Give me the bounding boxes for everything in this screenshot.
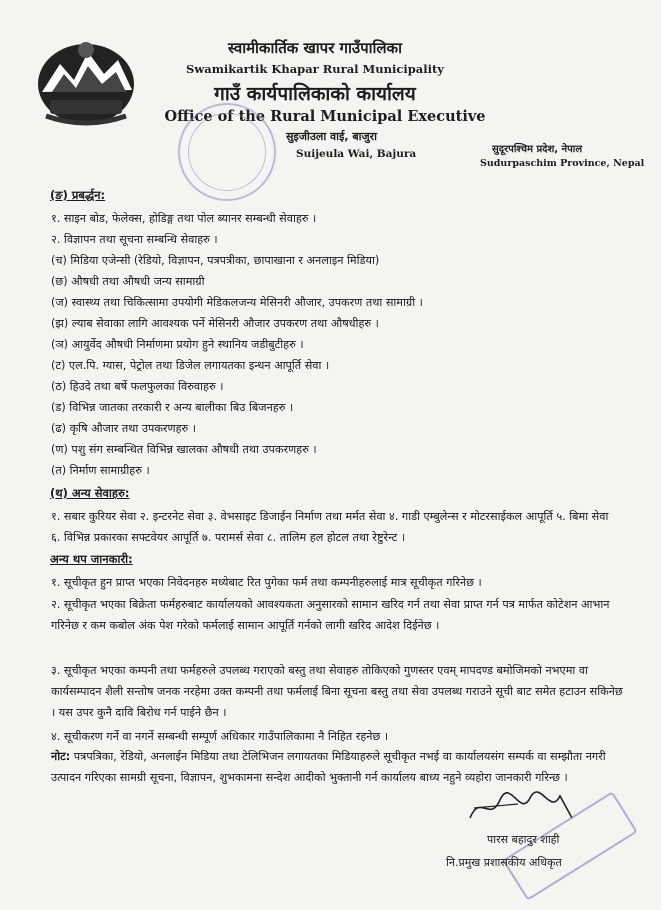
section-promotion-heading: (ङ) प्रबर्द्धन: (50, 188, 106, 202)
address-np: सुइजीउला वाई, बाजुरा (286, 130, 378, 143)
office-name-np: गाउँ कार्यपालिकाको कार्यालय (214, 83, 416, 105)
list-item: (ज) स्वास्थ्य तथा चिकित्सामा उपयोगी मेडिकलजन्य मेसिनरी औजार, उपकरण तथा सामाग्री । (51, 296, 423, 309)
list-item: (झ) ल्याब सेवाका लागि आवश्यक पर्ने मेसिनरी औजार उपकरण तथा औषधीहरु । (51, 317, 379, 330)
nepal-emblem-logo (30, 30, 142, 130)
info-item: २. सूचीकृत भएका बिक्रेता फर्महरुबाट कार्यालयको आवश्यकता अनुसारको सामान खरिद गर्न तथा सेवा प्राप्त गर्न पत्र मार्फत कोटेशन आभान गरिनेछ र कम कबोल अंक पेश गरेको फर्मलाई सामान आपूर्ति गर्नको लागी खरिद आदेश दिईनेछ । (51, 598, 610, 632)
other-services-text: १. सबार कुरियर सेवा २. इन्टरनेट सेवा ३. वेभसाइट डिजाईन निर्माण तथा मर्मत सेवा ४. गाडी एम्बुलेन्स र मोटरसाईकल आपूर्ति ५. बिमा सेवा ६. विभिन्न प्रकारका सफ्टवेयर आपूर्ति ७. परामर्स सेवा ८. तालिम हल होटल तथा रेष्टुरेन्ट । (51, 510, 609, 544)
note-label: नोट: (51, 750, 71, 763)
list-item: (ण) पशु संग सम्बन्धित विभिन्न खालका औषधी तथा उपकरणहरु । (51, 443, 317, 456)
province-en: Sudurpaschim Province, Nepal (480, 158, 645, 169)
note-paragraph (51, 746, 626, 788)
note-text: पत्रपत्रिका, रेडियो, अनलाईन मिडिया तथा टेलिभिजन लगायतका मिडियाहरुले सूचीकृत नभई वा कार्यालयसंग सम्पर्क वा सम्झौता नगरी उत्पादन गरिएका सामग्री सूचना, विज्ञापन, शुभकामना सन्देश आदीको भुक्तानी गर्न कार्यालय बाध्य नहुने व्यहोरा जानकारी गरिन्छ । (51, 750, 606, 784)
list-item: (छ) औषधी तथा औषधी जन्य सामाग्री (51, 275, 205, 288)
list-item: (ञ) आयुर्वेद औषधी निर्माणमा प्रयोग हुने स्थानिय जडीबुटीहरु । (51, 338, 304, 351)
info-item: ३. सूचीकृत भएका कम्पनी तथा फर्महरुले उपलब्ध गराएको बस्तु तथा सेवाहरु तोकिएको गुणस्तर एवम् मापदण्ड बमोजिमको नभएमा वा कार्यसम्पादन शैली सन्तोष जनक नरहेमा उक्त कम्पनी तथा फर्मलाई बिना सूचना बस्तु तथा सेवा उपलब्ध गराउने सूची बाट समेत हटाउन सकिनेछ । यस उपर कुनै दावि बिरोध गर्न पाईने छैन । (51, 664, 623, 719)
list-item: (ढ) कृषि औजार तथा उपकरणहरु । (51, 422, 197, 435)
list-item: (ट) एल.पि. ग्यास, पेट्रोल तथा डिजेल लगायतका इन्धन आपूर्ति सेवा । (51, 359, 330, 372)
info-item: १. सूचीकृत हुन प्राप्त भएका निवेदनहरु मध्येबाट रित पुगेका फर्म तथा कम्पनीहरुलाई मात्र सूचीकृत गरिनेछ । (51, 576, 482, 589)
list-item: २. विज्ञापन तथा सूचना सम्बन्धि सेवाहरु । (51, 233, 218, 246)
section-other-services-heading: (थ) अन्य सेवाहरु: (50, 486, 130, 500)
list-item: (त) निर्माण सामाग्रीहरु । (51, 464, 150, 477)
list-item: (च) मिडिया एजेन्सी (रेडियो, विज्ञापन, पत्रपत्रीका, छापाखाना र अनलाइन मिडिया) (51, 254, 380, 267)
list-item: (ड) विभिन्न जातका तरकारी र अन्य बालीका बिउ बिजनहरु । (51, 401, 294, 414)
office-name-en: Office of the Rural Municipal Executive (164, 108, 486, 125)
office-stamp (178, 103, 276, 201)
address-en: Suijeula Wai, Bajura (296, 148, 417, 160)
list-item: १. साइन बोड, फेलेक्स, होडिङ्ग तथा पोल ब्यानर सम्बन्धी सेवाहरु । (51, 212, 317, 225)
list-item: (ठ) हिउदे तथा बर्षे फलफुलका विरुवाहरु । (51, 380, 224, 393)
other-info-heading: अन्य थप जानकारी: (50, 552, 133, 566)
municipality-name-en: Swamikartik Khapar Rural Municipality (186, 62, 444, 76)
signatory-name: पारस बहादुर शाही (487, 833, 560, 846)
signatory-title: नि.प्रमुख प्रशासकीय अधिकृत (446, 856, 562, 869)
municipality-name-np: स्वामीकार्तिक खापर गाउँपालिका (228, 39, 402, 57)
info-item: ४. सूचीकरण गर्ने वा नगर्ने सम्बन्धी सम्पूर्ण अधिकार गाउँपालिकामा नै निहित रहनेछ । (51, 730, 389, 743)
province-np: सुदूरपश्चिम प्रदेश, नेपाल (492, 144, 583, 155)
